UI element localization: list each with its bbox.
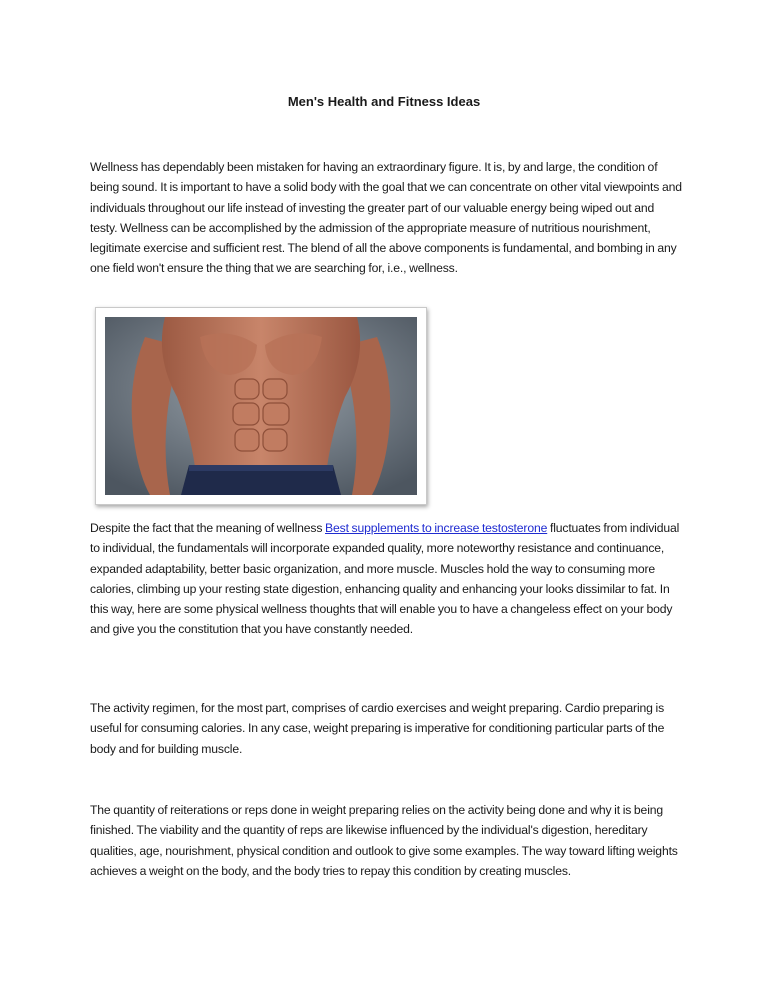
fitness-photo-frame	[95, 307, 427, 505]
paragraph2-text-before: Despite the fact that the meaning of wellness	[90, 521, 326, 535]
paragraph-definition	[90, 518, 682, 640]
paragraph-intro: Wellness has dependably been mistaken for having an extraordinary figure. It is, by and large, the condition of being sound. It is important to have a solid body with the goal that we can concentrate on other vital viewpoints and individuals throughout our life instead of investing the greater part of our valuable energy being wiped out and testy. Wellness can be accomplished by the admission of the appropriate measure of nutritious nourishment, legitimate exercise and sufficient rest. The blend of all the above components is fundamental, and bombing in any one field won't ensure the thing that we are searching for, i.e., wellness.	[90, 160, 682, 276]
testosterone-supplements-link[interactable]: Best supplements to increase testosterone	[325, 521, 548, 535]
paragraph-regimen: The activity regimen, for the most part, comprises of cardio exercises and weight preparing. Cardio preparing is useful for consuming calories. In any case, weight preparing is imperative for conditioning particular parts of the body and for building muscle.	[90, 701, 665, 756]
paragraph-reps: The quantity of reiterations or reps done in weight preparing relies on the activity being done and why it is being finished. The viability and the quantity of reps are likewise influenced by the individual's digestion, hereditary qualities, age, nourishment, physical condition and outlook to give some examples. The way toward lifting weights achieves a weight on the body, and the body tries to repay this condition by creating muscles.	[90, 803, 678, 878]
muscular-torso-photo	[105, 317, 417, 495]
paragraph2-text-after: fluctuates from individual to individual, the fundamentals will incorporate expanded quality, more noteworthy resistance and continuance, expanded adaptability, better basic organization, and more muscle. Muscles hold the way to consuming more calories, climbing up your resting state digestion, enhancing quality and enhancing your looks dissimilar to fat. In this way, here are some physical wellness thoughts that will enable you to have a changeless effect on your body and give you the constitution that you have constantly needed.	[90, 521, 680, 637]
document-title: Men's Health and Fitness Ideas	[287, 94, 481, 109]
torso-illustration	[105, 317, 417, 495]
